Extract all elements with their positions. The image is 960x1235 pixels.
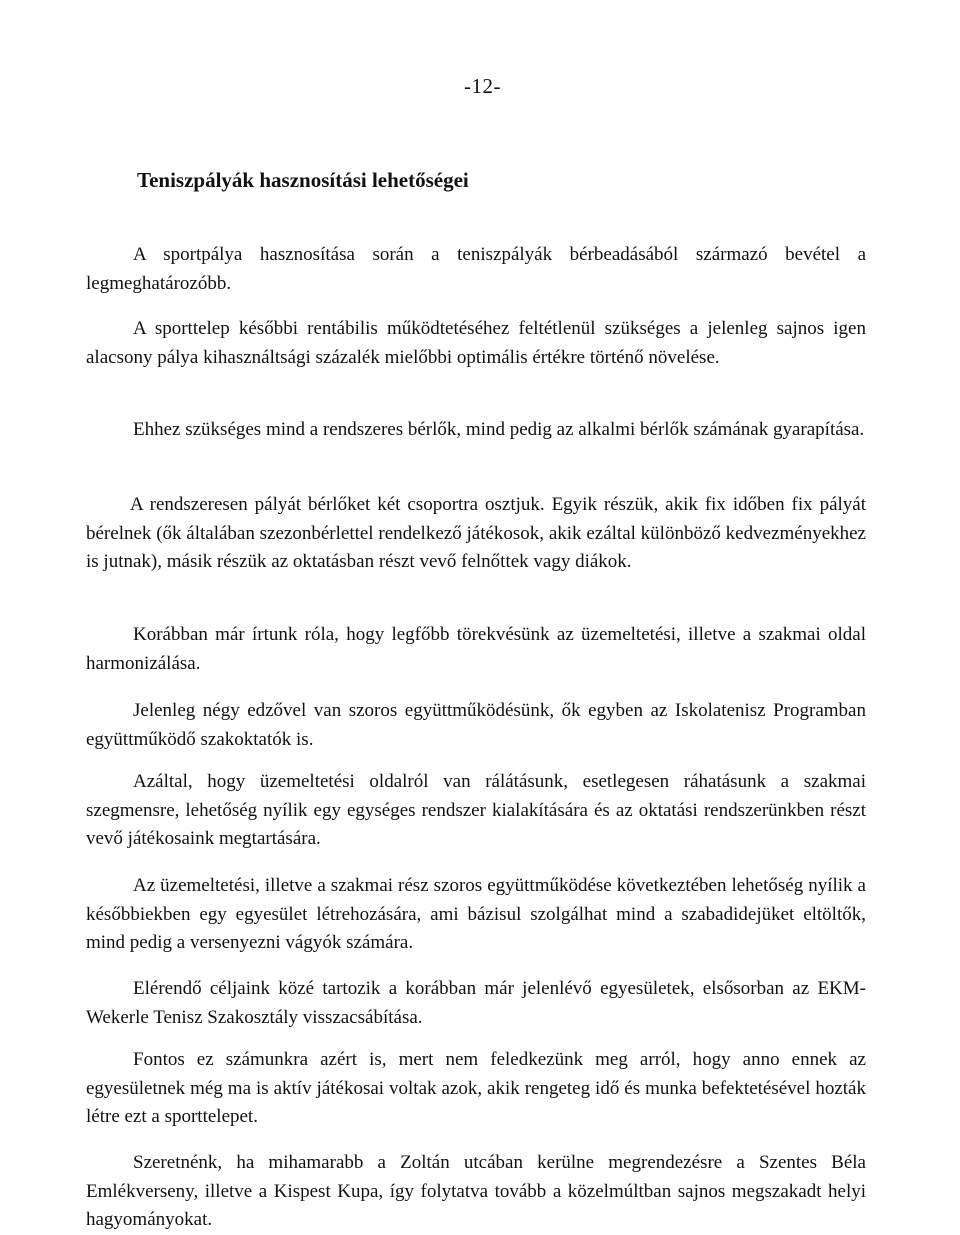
paragraph-3	[86, 416, 866, 445]
paragraph-8	[86, 872, 866, 958]
paragraph-10	[86, 1046, 866, 1132]
paragraph-1	[86, 241, 866, 298]
paragraph-text: A sporttelep későbbi rentábilis működtetéséhez feltétlenül szükséges a jelenleg sajnos igen alacsony pálya kihasználtsági százalék mielőbbi optimális értékre történő növelése.	[86, 318, 866, 368]
paragraph-text: Korábban már írtunk róla, hogy legfőbb törekvésünk az üzemeltetési, illetve a szakmai oldal harmonizálása.	[86, 624, 866, 674]
paragraph-text: Azáltal, hogy üzemeltetési oldalról van rálátásunk, esetlegesen ráhatásunk a szakmai szegmensre, lehetőség nyílik egy egységes rendszer kialakítására és az oktatási rendszerünkben részt vevő játékosaink megtartására.	[86, 771, 866, 849]
paragraph-text: Az üzemeltetési, illetve a szakmai rész szoros együttműködése következtében lehetőség nyílik a későbbiekben egy egyesület létrehozására, ami bázisul szolgálhat mind a szabadidejüket eltöltők, mind pedig a versenyezni vágyók számára.	[86, 875, 866, 953]
paragraph-7	[86, 768, 866, 854]
paragraph-4	[86, 491, 866, 577]
paragraph-text: Jelenleg négy edzővel van szoros együttműködésünk, ők egyben az Iskolatenisz Programban együttműködő szakoktatók is.	[86, 700, 866, 750]
paragraph-9	[86, 975, 866, 1032]
page-number: -12-	[464, 74, 501, 98]
paragraph-11	[86, 1149, 866, 1235]
paragraph-text: Ehhez szükséges mind a rendszeres bérlők, mind pedig az alkalmi bérlők számának gyarapítása.	[133, 419, 865, 440]
paragraph-2	[86, 315, 866, 372]
paragraph-text: Elérendő céljaink közé tartozik a korábban már jelenlévő egyesületek, elsősorban az EKM-Wekerle Tenisz Szakosztály visszacsábítása.	[86, 978, 866, 1028]
paragraph-text: A sportpálya hasznosítása során a teniszpályák bérbeadásából származó bevétel a legmeghatározóbb.	[86, 244, 866, 294]
paragraph-6	[86, 697, 866, 754]
paragraph-5	[86, 621, 866, 678]
paragraph-text: Fontos ez számunkra azért is, mert nem feledkezünk meg arról, hogy anno ennek az egyesületnek még ma is aktív játékosai voltak azok, akik rengeteg idő és munka befektetésével hozták létre ezt a sporttelepet.	[86, 1049, 866, 1127]
paragraph-text: Szeretnénk, ha mihamarabb a Zoltán utcában kerülne megrendezésre a Szentes Béla Emlékverseny, illetve a Kispest Kupa, így folytatva tovább a közelmúltban sajnos megszakadt helyi hagyományokat.	[86, 1152, 866, 1230]
section-heading: Teniszpályák hasznosítási lehetőségei	[137, 168, 469, 192]
paragraph-text: A rendszeresen pályát bérlőket két csoportra osztjuk. Egyik részük, akik fix időben fix pályát bérelnek (ők általában szezonbérlettel rendelkező játékosok, akik ezáltal különböző kedvezményekhez is jutnak), másik részük az oktatásban részt vevő felnőttek vagy diákok.	[86, 494, 866, 572]
